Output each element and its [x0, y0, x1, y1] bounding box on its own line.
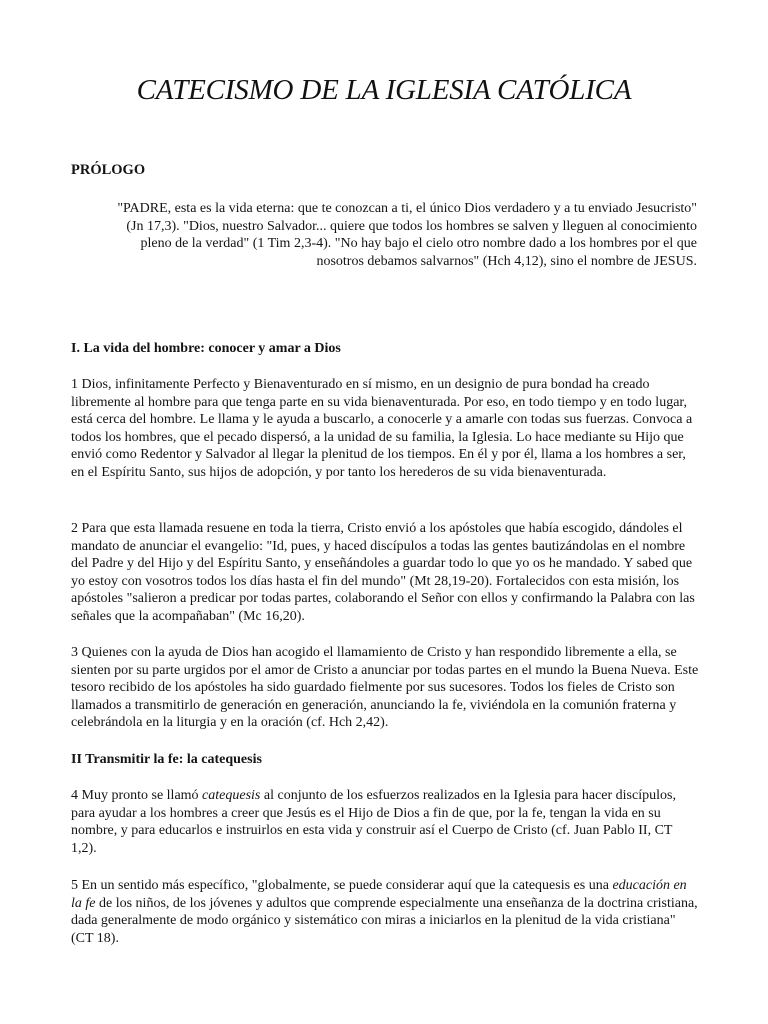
- paragraph-5-emphasis: educación en la fe: [71, 878, 687, 911]
- paragraph-4: [71, 787, 701, 857]
- prologue-epigraph: "PADRE, esta es la vida eterna: que te conozcan a ti, el único Dios verdadero y a tu enviado Jesucristo" (Jn 17,3). "Dios, nuestro Salvador... quiere que todos los hombres se salven y lleguen al conocimiento pleno de la verdad" (1 Tim 2,3-4). "No hay bajo el cielo otro nombre dado a los hombres por el que nosotros debamos salvarnos" (Hch 4,12), sino el nombre de JESUS.: [117, 201, 697, 269]
- paragraph-5: [71, 877, 701, 947]
- paragraph-2: 2 Para que esta llamada resuene en toda la tierra, Cristo envió a los apóstoles que había escogido, dándoles el mandato de anunciar el evangelio: "Id, pues, y haced discípulos a todas las gentes bautizándolas en el nombre del Padre y del Hijo y del Espíritu Santo, y enseñándoles a guardar todo lo que yo os he mandado. Y sabed que yo estoy con vosotros todos los días hasta el fin del mundo" (Mt 28,19-20). Fortalecidos con esta misión, los apóstoles "salieron a predicar por todas partes, colaborando el Señor con ellos y confirmando la Palabra con las señales que la acompañaban" (Mc 16,20).: [71, 521, 695, 624]
- paragraph-3: 3 Quienes con la ayuda de Dios han acogido el llamamiento de Cristo y han respondido libremente a ella, se sienten por su parte urgidos por el amor de Cristo a anunciar por todas partes en el mundo la Buena Nueva. Este tesoro recibido de los apóstoles ha sido guardado fielmente por sus sucesores. Todos los fieles de Cristo son llamados a transmitirlo de generación en generación, anunciando la fe, viviéndola en la comunión fraterna y celebrándola en la liturgia y en la oración (cf. Hch 2,42).: [71, 645, 699, 731]
- document-title: CATECISMO DE LA IGLESIA CATÓLICA: [136, 74, 632, 106]
- prologue-heading: PRÓLOGO: [71, 162, 146, 178]
- paragraph-4-emphasis: catequesis: [202, 788, 261, 803]
- paragraph-5-text-end: de los niños, de los jóvenes y adultos que comprende especialmente una enseñanza de la doctrina cristiana, dada generalmente de modo orgánico y sistemático con miras a iniciarlos en la plenitud de la vida cristiana" (CT 18).: [71, 895, 698, 946]
- paragraph-1: 1 Dios, infinitamente Perfecto y Bienaventurado en sí mismo, en un designio de pura bondad ha creado libremente al hombre para que tenga parte en su vida bienaventurada. Por eso, en todo tiempo y en todo lugar, está cerca del hombre. Le llama y le ayuda a buscarlo, a conocerle y a amarle con todas sus fuerzas. Convoca a todos los hombres, que el pecado dispersó, a la unidad de su familia, la Iglesia. Lo hace mediante su Hijo que envió como Redentor y Salvador al llegar la plenitud de los tiempos. En él y por él, llama a los hombres a ser, en el Espíritu Santo, sus hijos de adopción, y por tanto los herederos de su vida bienaventurada.: [71, 377, 693, 480]
- paragraph-4-text-end: al conjunto de los esfuerzos realizados en la Iglesia para hacer discípulos, para ayudar a los hombres a creer que Jesús es el Hijo de Dios a fin de que, por la fe, tengan la vida en su nombre, y para educarlos e instruirlos en esta vida y construir así el Cuerpo de Cristo (cf. Juan Pablo II, CT 1,2).: [71, 788, 676, 856]
- paragraph-5-text-start: 5 En un sentido más específico, "globalmente, se puede considerar aquí que la catequesis es una: [71, 878, 613, 893]
- section-heading-1: I. La vida del hombre: conocer y amar a Dios: [71, 341, 341, 356]
- section-heading-2: II Transmitir la fe: la catequesis: [71, 752, 262, 767]
- paragraph-4-text-start: 4 Muy pronto se llamó: [71, 788, 203, 803]
